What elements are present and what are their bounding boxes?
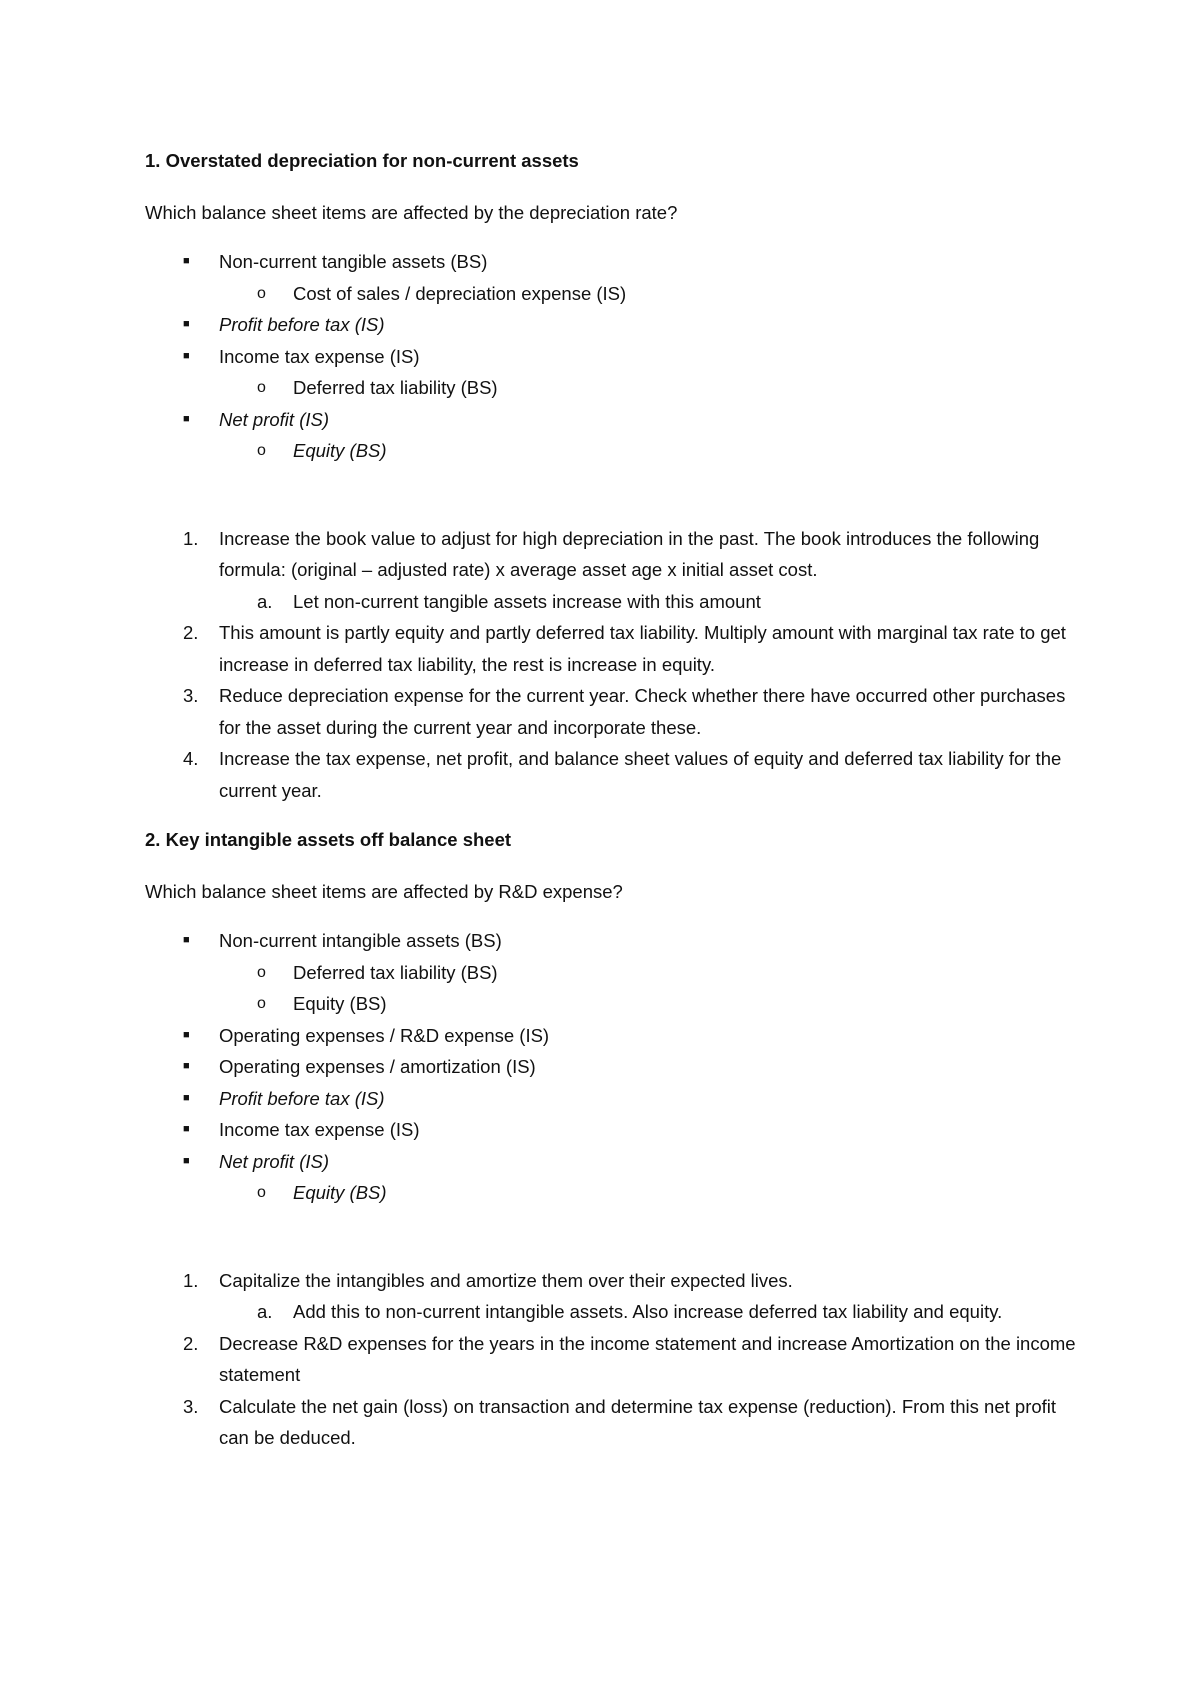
circle-bullet-icon: o	[257, 442, 266, 459]
list-item: o Deferred tax liability (BS)	[145, 372, 1085, 404]
list-item: ■ Operating expenses / R&D expense (IS)	[145, 1020, 1085, 1052]
list-item: o Equity (BS)	[145, 435, 1085, 467]
square-bullet-icon: ■	[183, 412, 190, 425]
section-question: Which balance sheet items are affected by R&D expense?	[145, 880, 623, 902]
bullet-list	[145, 925, 1085, 1209]
circle-bullet-icon: o	[257, 995, 266, 1012]
step-item: 3. Calculate the net gain (loss) on transaction and determine tax expense (reduction). From this net profit can be deduced.	[183, 1395, 1057, 1448]
step-item: 4. Increase the tax expense, net profit, and balance sheet values of equity and deferred tax liability for the current year.	[183, 748, 1062, 801]
square-bullet-icon: ■	[183, 1154, 190, 1167]
bullet-list	[145, 246, 1085, 467]
square-bullet-icon: ■	[183, 255, 190, 267]
list-item: ■ Operating expenses / amortization (IS)	[145, 1051, 1085, 1083]
list-item: ■ Net profit (IS)	[145, 404, 1085, 436]
section-heading: 1. Overstated depreciation for non-current assets	[145, 150, 579, 171]
square-bullet-icon: ■	[183, 934, 190, 946]
document-body	[145, 145, 1085, 1454]
circle-bullet-icon: o	[257, 284, 266, 302]
list-item: o Deferred tax liability (BS)	[145, 957, 1085, 989]
circle-bullet-icon: o	[257, 963, 266, 981]
circle-bullet-icon: o	[257, 1184, 266, 1201]
step-item: 1. Capitalize the intangibles and amortize them over their expected lives.	[183, 1269, 793, 1291]
list-item: o Equity (BS)	[145, 1177, 1085, 1209]
list-item: ■ Income tax expense (IS)	[145, 1114, 1085, 1146]
numbered-steps	[145, 1265, 1085, 1454]
section-question: Which balance sheet items are affected by the depreciation rate?	[145, 201, 678, 223]
step-item: 2. This amount is partly equity and partly deferred tax liability. Multiply amount with marginal tax rate to get increase in deferred tax liability, the rest is increase in equity.	[183, 622, 1066, 675]
sub-step-item: a. Add this to non-current intangible assets. Also increase deferred tax liability and equity.	[257, 1301, 1003, 1322]
step-item: 3. Reduce depreciation expense for the current year. Check whether there have occurred other purchases for the asset during the current year and incorporate these.	[183, 685, 1066, 738]
list-item: ■ Income tax expense (IS)	[145, 341, 1085, 373]
numbered-steps	[145, 523, 1085, 807]
circle-bullet-icon: o	[257, 379, 266, 396]
list-item: o Equity (BS)	[145, 988, 1085, 1020]
list-item: ■ Net profit (IS)	[145, 1146, 1085, 1178]
square-bullet-icon: ■	[183, 1123, 190, 1135]
square-bullet-icon: ■	[183, 1091, 190, 1104]
square-bullet-icon: ■	[183, 318, 190, 330]
list-item: ■ Non-current intangible assets (BS)	[145, 925, 1085, 957]
section-heading: 2. Key intangible assets off balance sheet	[145, 829, 512, 850]
step-item: 2. Decrease R&D expenses for the years in the income statement and increase Amortization on the income statement	[183, 1332, 1076, 1385]
square-bullet-icon: ■	[183, 349, 190, 362]
square-bullet-icon: ■	[183, 1060, 190, 1072]
square-bullet-icon: ■	[183, 1028, 190, 1041]
list-item: ■ Profit before tax (IS)	[145, 309, 1085, 341]
step-item: 1. Increase the book value to adjust for high depreciation in the past. The book introduces the following formula: (original – adjusted rate) x average asset age x initial asset cost.	[183, 527, 1040, 580]
list-item: o Cost of sales / depreciation expense (IS)	[145, 278, 1085, 310]
list-item: ■ Non-current tangible assets (BS)	[145, 246, 1085, 278]
sub-step-item: a. Let non-current tangible assets increase with this amount	[257, 590, 761, 612]
list-item: ■ Profit before tax (IS)	[145, 1083, 1085, 1115]
